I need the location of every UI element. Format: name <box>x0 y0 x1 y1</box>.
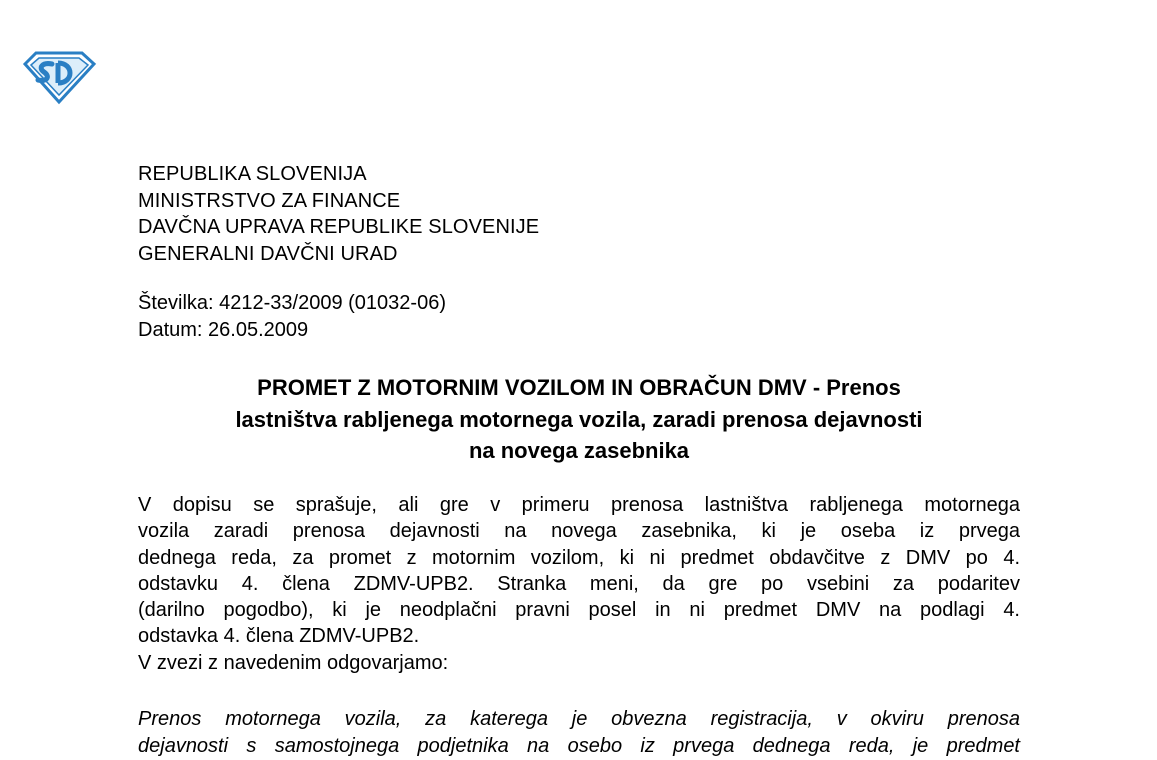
paragraph-line: vozila zaradi prenosa dejavnosti na novega zasebnika, ki je oseba iz prvega <box>138 520 1020 543</box>
document-meta <box>138 290 446 344</box>
paragraph-line: odstavku 4. člena ZDMV-UPB2. Stranka meni, da gre po vsebini za podaritev <box>138 572 1020 595</box>
answer-line: dejavnosti s samostojnega podjetnika na osebo iz prvega dednega reda, je predmet <box>138 735 1020 757</box>
document-title <box>138 372 1020 467</box>
paragraph-line: (darilno pogodbo), ki je neodplačni pravni posel in ni predmet DMV na podlagi 4. <box>138 599 1020 622</box>
document-number: Številka: 4212-33/2009 (01032-06) <box>138 292 446 314</box>
title-line: na novega zasebnika <box>468 438 690 463</box>
paragraph-line: dednega reda, za promet z motornim vozilom, ki ni predmet obdavčitve z DMV po 4. <box>138 546 1020 569</box>
paragraph-line: V dopisu se sprašuje, ali gre v primeru prenosa lastništva rabljenega motornega <box>138 494 1020 516</box>
body-paragraph <box>138 492 1020 676</box>
letterhead <box>138 161 539 267</box>
answer-paragraph <box>138 706 1020 760</box>
tax-administration-logo <box>22 50 96 104</box>
letterhead-republic: REPUBLIKA SLOVENIJA <box>138 163 367 185</box>
reply-intro: V zvezi z navedenim odgovarjamo: <box>138 651 449 674</box>
letterhead-tax-administration: DAVČNA UPRAVA REPUBLIKE SLOVENIJE <box>138 216 540 238</box>
document-date: Datum: 26.05.2009 <box>138 319 309 341</box>
answer-line: Prenos motornega vozila, za katerega je obvezna registracija, v okviru prenosa <box>138 708 1020 730</box>
letterhead-ministry: MINISTRSTVO ZA FINANCE <box>138 189 401 212</box>
letterhead-office: GENERALNI DAVČNI URAD <box>138 242 398 265</box>
title-line: PROMET Z MOTORNIM VOZILOM IN OBRAČUN DMV - Prenos <box>257 375 901 400</box>
title-line: lastništva rabljenega motornega vozila, zaradi prenosa dejavnosti <box>235 406 923 432</box>
paragraph-last-line: odstavka 4. člena ZDMV-UPB2. <box>138 625 420 648</box>
logo-emblem-icon <box>22 50 96 104</box>
